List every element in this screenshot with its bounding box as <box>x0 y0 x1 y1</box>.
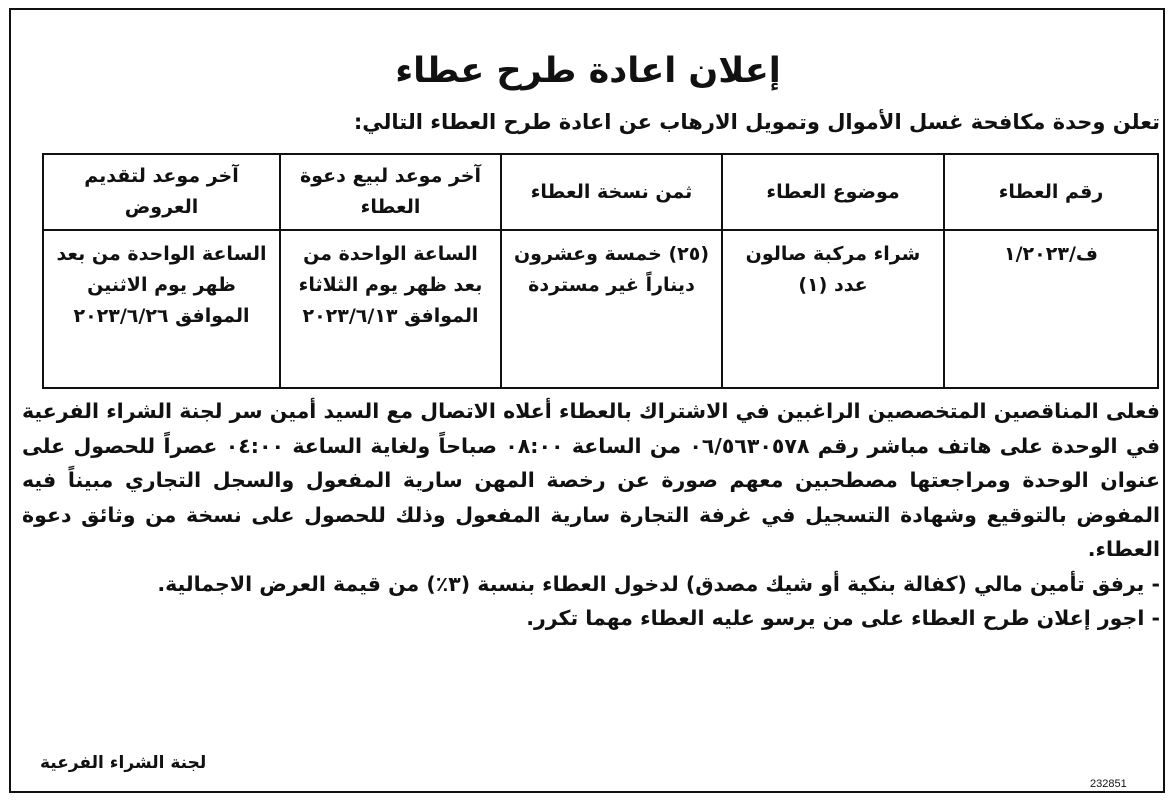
header-tender-number: رقم العطاء <box>944 154 1158 230</box>
cell-submission-deadline: الساعة الواحدة من بعد ظهر يوم الاثنين الموافق ٢٠٢٣/٦/٢٦ <box>43 230 280 388</box>
tender-table-header-row <box>43 154 1158 230</box>
header-tender-subject: موضوع العطاء <box>722 154 944 230</box>
body-paragraph-contact: فعلى المناقصين المتخصصين الراغبين في الاشتراك بالعطاء أعلاه الاتصال مع السيد أمين سر لجنة الشراء الفرعية في الوحدة على هاتف مباشر رقم ٠٦/٥٦٣٠٥٧٨ من الساعة ٠٨:٠٠ صباحاً ولغاية الساعة ٠٤:٠٠ عصراً للحصول على عنوان الوحدة ومراجعتها مصطحبين معهم صورة عن رخصة المهن سارية المفعول والسجل التجاري مبيناً فيه المفوض بالتوقيع وشهادة التسجيل في غرفة التجارة سارية المفعول وذلك للحصول على نسخة من وثائق دعوة العطاء. <box>22 399 1161 561</box>
cell-copy-price: (٢٥) خمسة وعشرون ديناراً غير مستردة <box>501 230 722 388</box>
header-copy-price: ثمن نسخة العطاء <box>501 154 722 230</box>
tender-table <box>42 153 1159 389</box>
cell-tender-number: ف/١/٢٠٢٣ <box>944 230 1158 388</box>
announcement-body <box>22 394 1160 636</box>
cell-tender-subject: شراء مركبة صالون عدد (١) <box>722 230 944 388</box>
announcement-intro: تعلن وحدة مكافحة غسل الأموال وتمويل الارهاب عن اعادة طرح العطاء التالي: <box>353 110 1160 134</box>
body-paragraph-fees: - اجور إعلان طرح العطاء على من يرسو عليه العطاء مهما تكرر. <box>526 606 1160 630</box>
ad-reference-number: 232851 <box>1090 778 1127 790</box>
body-paragraph-guarantee: - يرفق تأمين مالي (كفالة بنكية أو شيك مصدق) لدخول العطاء بنسبة (٣٪) من قيمة العرض الاجمالية. <box>157 571 1160 596</box>
announcement-title: إعلان اعادة طرح عطاء <box>395 51 781 91</box>
header-sale-deadline: آخر موعد لبيع دعوة العطاء <box>280 154 501 230</box>
committee-signature: لجنة الشراء الفرعية <box>40 753 207 773</box>
header-submission-deadline: آخر موعد لتقديم العروض <box>43 154 280 230</box>
cell-sale-deadline: الساعة الواحدة من بعد ظهر يوم الثلاثاء الموافق ٢٠٢٣/٦/١٣ <box>280 230 501 388</box>
table-row <box>43 230 1158 388</box>
